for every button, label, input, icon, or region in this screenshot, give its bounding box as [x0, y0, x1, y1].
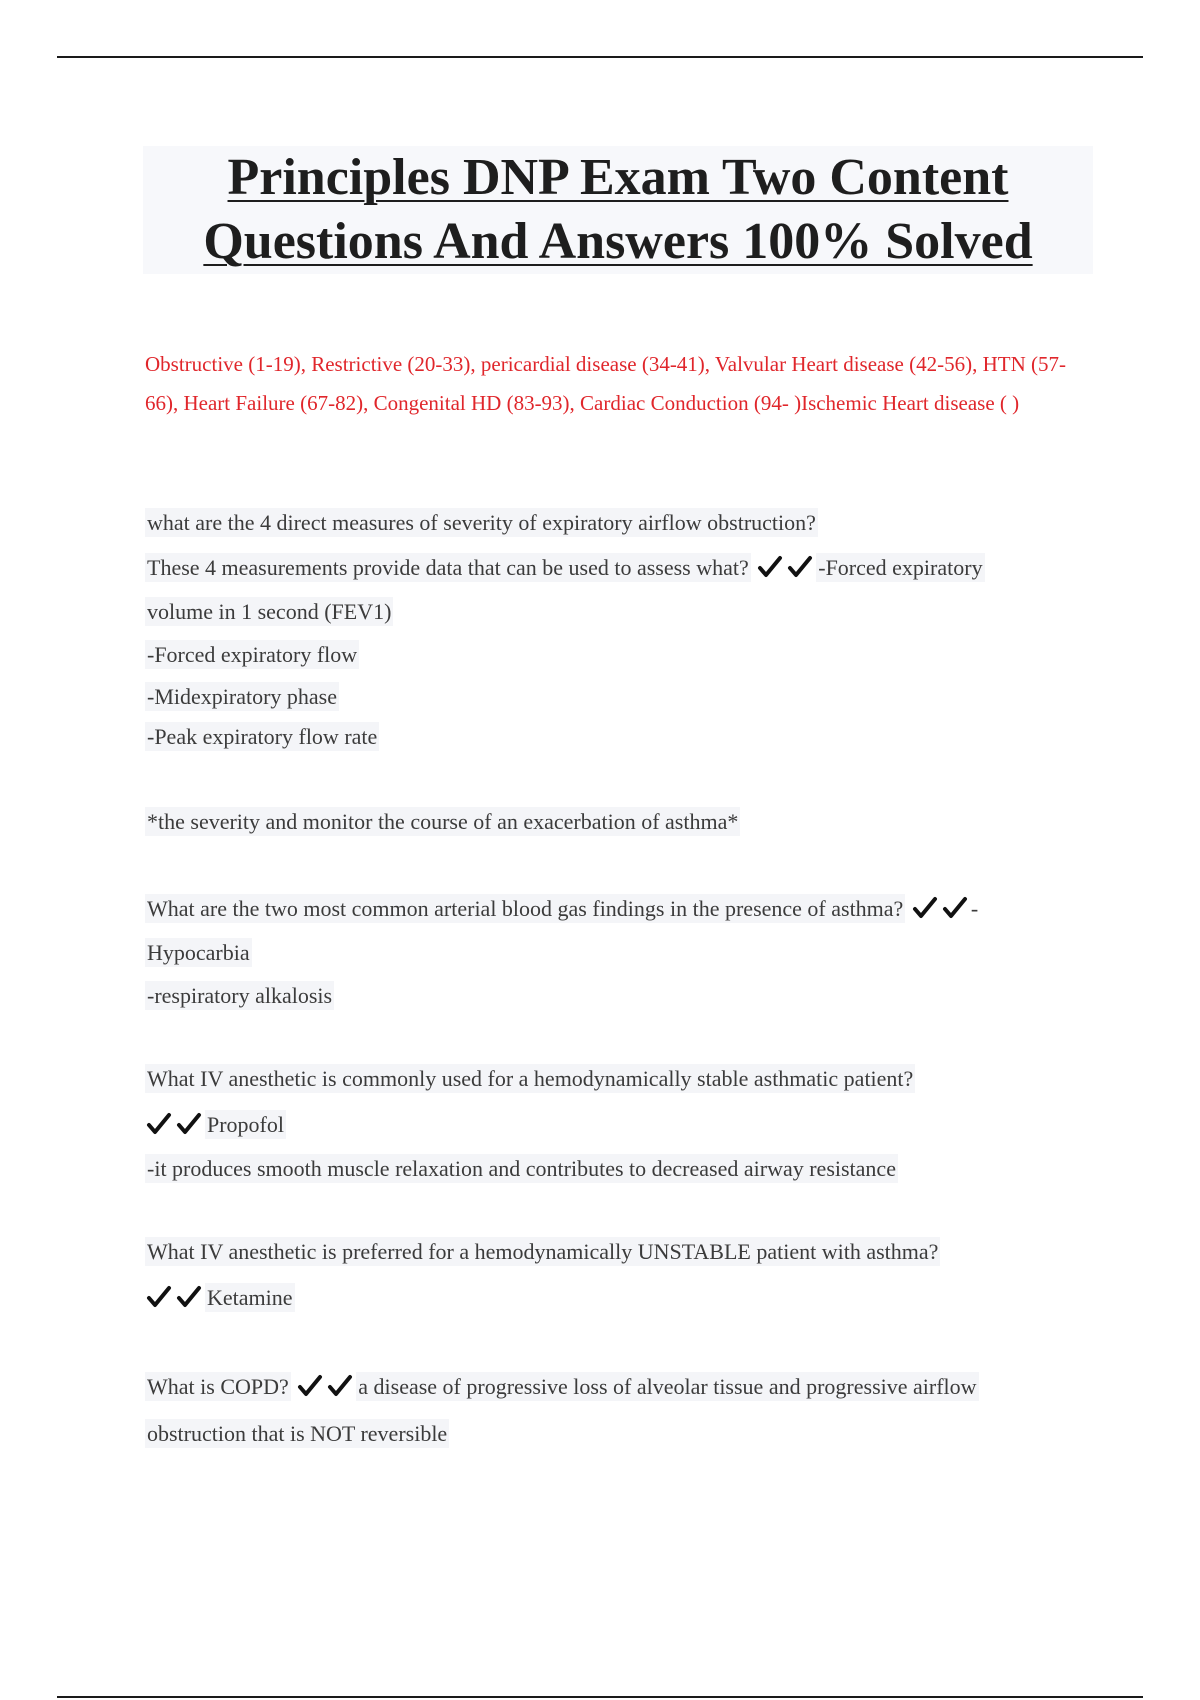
question-5: What is COPD?: [147, 1374, 289, 1399]
check-icon: [145, 1283, 175, 1311]
answer-1c: -Forced expiratory flow: [147, 642, 358, 667]
check-icon: [756, 553, 786, 581]
document-title: [143, 146, 1093, 274]
topic-index: Obstructive (1-19), Restrictive (20-33), pericardial disease (34-41), Valvular Heart disease (42-56), HTN (57-66), Heart Failure (67-82), Congenital HD (83-93), Cardiac Conduction (94- )Ischemic Heart disease ( ): [145, 352, 1066, 415]
answer-2c: -respiratory alkalosis: [147, 983, 333, 1008]
answer-3a: Propofol: [207, 1112, 284, 1137]
question-4: What IV anesthetic is preferred for a hemodynamically UNSTABLE patient with asthma?: [147, 1239, 939, 1264]
answer-1f: *the severity and monitor the course of an exacerbation of asthma*: [147, 809, 739, 834]
question-1b: These 4 measurements provide data that can be used to assess what?: [147, 555, 749, 580]
answer-1e: -Peak expiratory flow rate: [147, 724, 378, 749]
check-icon: [296, 1372, 326, 1400]
check-icon: [911, 894, 941, 922]
answer-2b: Hypocarbia: [147, 940, 250, 965]
answer-2a: -: [970, 896, 979, 921]
answer-3b: -it produces smooth muscle relaxation and contributes to decreased airway resistance: [147, 1156, 896, 1181]
answer-5b: obstruction that is NOT reversible: [147, 1421, 448, 1446]
answer-4a: Ketamine: [207, 1285, 293, 1310]
title-line-1: Principles DNP Exam Two Content: [227, 149, 1009, 206]
question-1a: what are the 4 direct measures of severity of expiratory airflow obstruction?: [147, 510, 816, 535]
answer-5a: a disease of progressive loss of alveolar tissue and progressive airflow: [358, 1374, 977, 1399]
check-icon: [175, 1110, 205, 1138]
answer-1d: -Midexpiratory phase: [147, 684, 337, 709]
answer-1a: -Forced expiratory: [818, 555, 983, 580]
question-1b-row: [145, 553, 985, 583]
check-icon: [786, 553, 816, 581]
answer-4a-row: [145, 1283, 295, 1313]
top-rule: [57, 56, 1143, 58]
check-icon: [941, 894, 971, 922]
answer-3a-row: [145, 1110, 286, 1140]
check-icon: [145, 1110, 175, 1138]
title-line-2: Questions And Answers 100% Solved: [203, 213, 1033, 270]
question-5-row: [145, 1372, 979, 1402]
question-3: What IV anesthetic is commonly used for a hemodynamically stable asthmatic patient?: [147, 1066, 914, 1091]
question-2: What are the two most common arterial blood gas findings in the presence of asthma?: [147, 896, 904, 921]
check-icon: [326, 1372, 356, 1400]
bottom-rule: [57, 1696, 1143, 1698]
question-2-row: [145, 894, 978, 924]
check-icon: [175, 1283, 205, 1311]
answer-1b: volume in 1 second (FEV1): [147, 599, 392, 624]
